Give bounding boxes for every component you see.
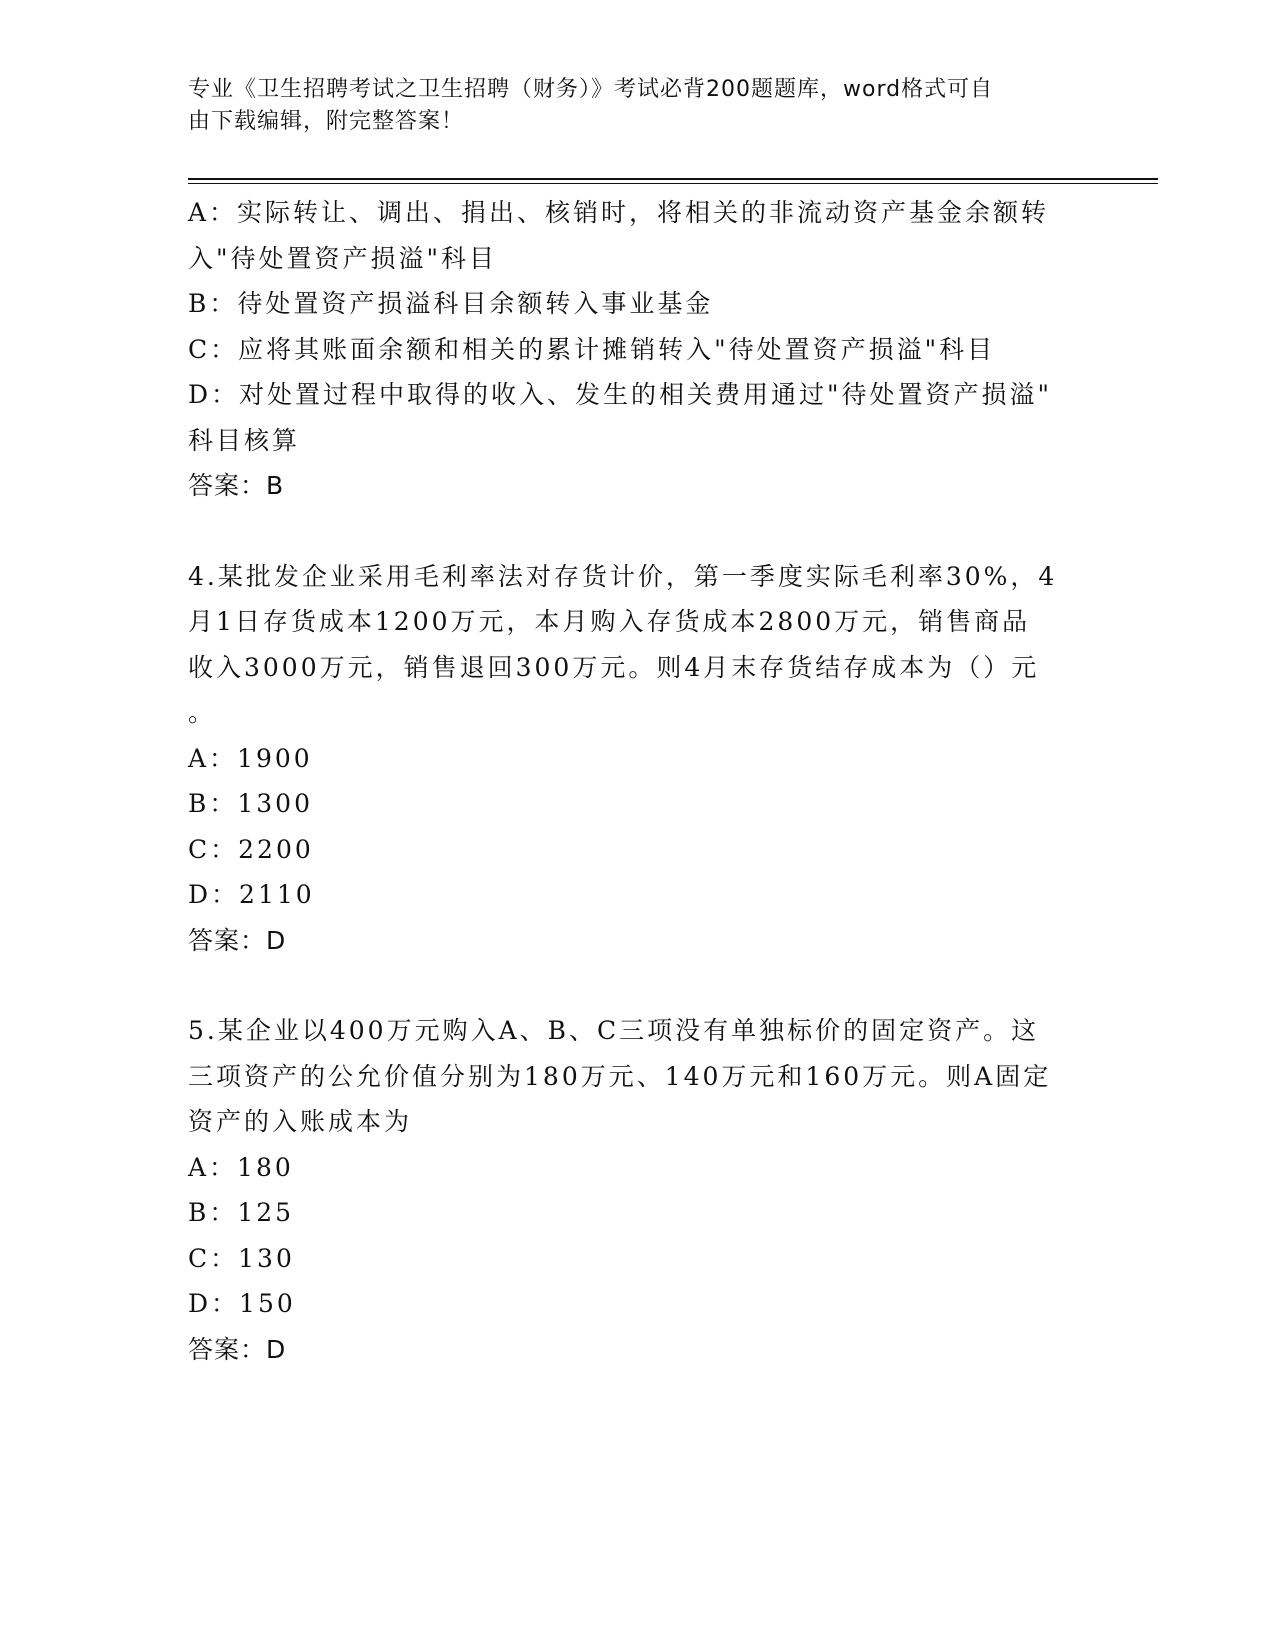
q5-stem-line-1: 5.某企业以400万元购入A、B、C三项没有单独标价的固定资产。这 [188,1016,1040,1045]
q4-stem-line-2: 月1日存货成本1200万元，本月购入存货成本2800万元，销售商品 [188,607,1031,636]
q4-stem-line-4: 。 [188,698,217,727]
q4-option-b: B：1300 [188,789,313,818]
q5-option-c: C：130 [188,1243,295,1273]
question-content [188,190,1088,1372]
q4-option-d: D：2110 [188,880,315,909]
q4-option-c: C：2200 [188,834,314,864]
header-line-2: 由下载编辑，附完整答案！ [188,109,465,134]
q5-option-d: D：150 [188,1289,296,1318]
q3-option-d-line-2: 科目核算 [188,425,301,455]
question-spacer [188,509,1088,554]
q3-option-c: C：应将其账面余额和相关的累计摊销转入"待处置资产损溢"科目 [188,334,996,364]
q5-stem-line-2: 三项资产的公允价值分别为180万元、140万元和160万元。则A固定 [188,1061,1052,1091]
question-3 [188,190,1088,509]
q4-answer: 答案：D [188,925,287,955]
q3-option-b: B：待处置资产损溢科目余额转入事业基金 [188,289,714,318]
q5-stem-line-3: 资产的入账成本为 [188,1107,413,1136]
question-5 [188,1008,1088,1372]
question-4 [188,554,1088,964]
q3-option-a-line-2: 入"待处置资产损溢"科目 [188,243,497,273]
header-line-1: 专业《卫生招聘考试之卫生招聘（财务）》考试必背200题题库，word格式可自 [188,77,994,102]
q3-answer: 答案：B [188,471,285,500]
question-spacer [188,963,1088,1008]
q4-stem-line-3: 收入3000万元，销售退回300万元。则4月末存货结存成本为（）元 [188,652,1040,682]
q5-option-b: B：125 [188,1198,295,1227]
q3-option-a-line-1: A：实际转让、调出、捐出、核销时，将相关的非流动资产基金余额转 [188,198,1050,227]
q5-option-a: A：180 [188,1152,294,1182]
q5-answer: 答案：D [188,1334,287,1364]
q4-stem-line-1: 4.某批发企业采用毛利率法对存货计价，第一季度实际毛利率30%，4 [188,561,1058,591]
q4-option-a: A：1900 [188,743,313,773]
q3-option-d-line-1: D：对处置过程中取得的收入、发生的相关费用通过"待处置资产损溢" [188,380,1053,409]
document-header [188,74,1068,138]
header-divider-thick [188,178,1158,180]
header-divider-thin [188,183,1158,184]
